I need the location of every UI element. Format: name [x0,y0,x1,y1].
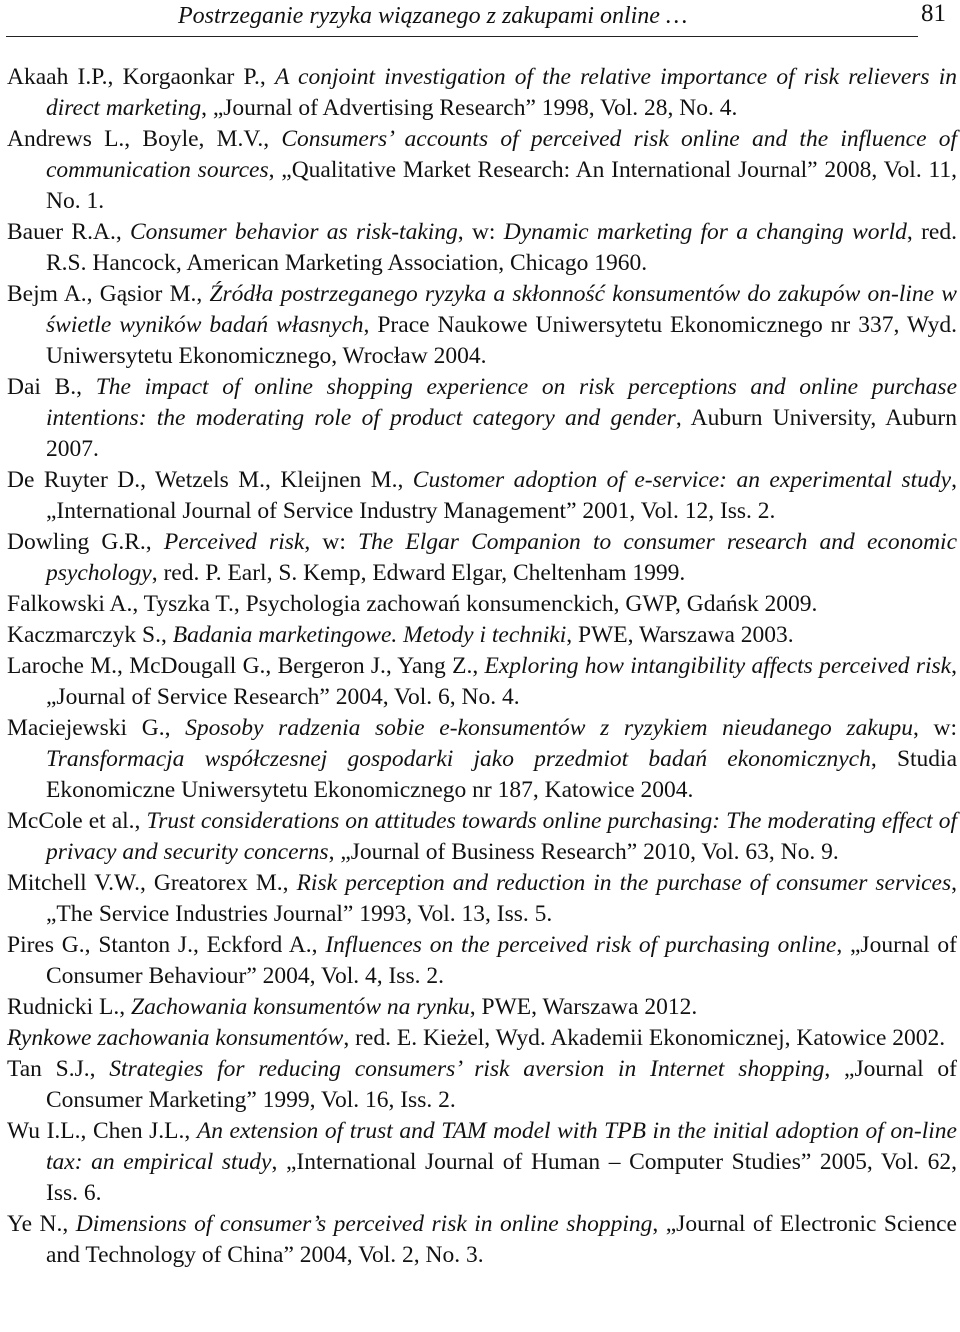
reference-title-italic: Perceived risk [163,529,305,555]
reference-title-italic: Consumers’ accounts of perceived risk online and the influence of communication sources [46,126,958,183]
reference-text: Falkowski A., Tyszka T., Psychologia zachowań konsumenckich, GWP, Gdańsk 2009. [7,591,818,617]
reference-text: Rudnicki L., [7,994,132,1020]
reference-text: , Studia Ekonomiczne Uniwersytetu Ekonomicznego nr 187, Katowice 2004. [46,746,957,803]
reference-title-italic: Consumer behavior as risk-taking [130,219,458,245]
reference-title-italic: The Elgar Companion to consumer research and economic psychology [46,529,957,586]
reference-title-italic: An extension of trust and TAM model with TPB in the initial adoption of on-line tax: an empirical study [46,1118,957,1175]
reference-text: Dai B., [7,374,96,400]
running-title: Postrzeganie ryzyka wiązanego z zakupami online … [178,3,688,29]
reference-text: , „Journal of Business Research” 2010, Vol. 63, No. 9. [328,839,839,865]
reference-text: Maciejewski G., [7,715,186,741]
reference-text: , „Journal of Service Research” 2004, Vol. 6, No. 4. [46,653,957,710]
reference-text: , red. P. Earl, S. Kemp, Edward Elgar, Cheltenham 1999. [151,560,686,586]
reference-title-italic: Strategies for reducing consumers’ risk aversion in Internet shopping [109,1056,825,1082]
reference-title-italic: Badania marketingowe. Metody i techniki [172,622,567,648]
reference-title-italic: Dynamic marketing for a changing world [503,219,907,245]
reference-title-italic: Exploring how intangibility affects perceived risk [484,653,952,679]
reference-entry [7,806,957,868]
reference-text: , red. E. Kieżel, Wyd. Akademii Ekonomicznej, Katowice 2002. [343,1025,946,1051]
reference-title-italic: Risk perception and reduction in the purchase of consumer services [296,870,952,896]
reference-text: Andrews L., Boyle, M.V., [7,126,282,152]
reference-entry [7,465,957,527]
reference-title-italic: Sposoby radzenia sobie e-konsumentów z ryzykiem nieudanego zakupu [185,715,913,741]
reference-entry [7,713,957,806]
reference-text: , red. R.S. Hancock, American Marketing Association, Chicago 1960. [46,219,957,276]
reference-entry [7,279,957,372]
reference-entry [7,868,957,930]
reference-entry [7,1054,957,1116]
reference-text: , w: [304,529,359,555]
reference-text: Bauer R.A., [7,219,130,245]
page-header [6,0,946,37]
reference-title-italic: Dimensions of consumer’s perceived risk in online shopping [75,1211,653,1237]
reference-entry [7,1116,957,1209]
reference-text: , w: [457,219,504,245]
reference-text: Laroche M., McDougall G., Bergeron J., Yang Z., [7,653,485,679]
reference-text: Mitchell V.W., Greatorex M., [7,870,297,896]
reference-text: , Auburn University, Auburn 2007. [46,405,957,462]
reference-title-italic: Rynkowe zachowania konsumentów [7,1025,344,1051]
reference-text: Pires G., Stanton J., Eckford A., [7,932,326,958]
reference-text: De Ruyter D., Wetzels M., Kleijnen M., [7,467,413,493]
reference-text: , PWE, Warszawa 2012. [469,994,698,1020]
reference-text: Bejm A., Gąsior M., [7,281,210,307]
reference-entry [7,527,957,589]
reference-text: , „Journal of Consumer Marketing” 1999, Vol. 16, Iss. 2. [46,1056,957,1113]
reference-title-italic: Influences on the perceived risk of purchasing online [325,932,837,958]
reference-title-italic: Customer adoption of e-service: an experimental study [412,467,952,493]
reference-entry [7,1209,957,1271]
reference-title-italic: Trust considerations on attitudes towards online purchasing: The moderating effect of privacy and security concerns [46,808,957,865]
reference-entry [7,124,957,217]
reference-entry [7,992,957,1023]
reference-text: Ye N., [7,1211,76,1237]
reference-list [7,62,957,1271]
page-number: 81 [921,0,946,27]
reference-entry [7,620,957,651]
reference-text: , „International Journal of Human – Computer Studies” 2005, Vol. 62, Iss. 6. [46,1149,957,1206]
reference-entry [7,372,957,465]
reference-text: , „Qualitative Market Research: An International Journal” 2008, Vol. 11, No. 1. [46,157,957,214]
reference-title-italic: Źródła postrzeganego ryzyka a skłonność konsumentów do zakupów on-line w świetle wyników badań własnych [46,281,957,338]
reference-title-italic: The impact of online shopping experience on risk perceptions and online purchase intentions: the moderating role of product category and gender [46,374,957,431]
reference-text: Wu I.L., Chen J.L., [7,1118,197,1144]
reference-text: , Prace Naukowe Uniwersytetu Ekonomicznego nr 337, Wyd. Uniwersytetu Ekonomicznego, Wrocław 2004. [46,312,957,369]
reference-entry [7,217,957,279]
reference-text: , „Journal of Electronic Science and Technology of China” 2004, Vol. 2, No. 3. [46,1211,957,1268]
reference-text: Kaczmarczyk S., [7,622,173,648]
reference-text: , „International Journal of Service Industry Management” 2001, Vol. 12, Iss. 2. [46,467,957,524]
reference-text: , „Journal of Consumer Behaviour” 2004, Vol. 4, Iss. 2. [46,932,957,989]
reference-text: , PWE, Warszawa 2003. [566,622,794,648]
reference-text: , „The Service Industries Journal” 1993, Vol. 13, Iss. 5. [46,870,957,927]
reference-text: McCole et al., [7,808,147,834]
reference-title-italic: Transformacja współczesnej gospodarki jako przedmiot badań ekonomicznych [46,746,871,772]
reference-text: , w: [912,715,958,741]
reference-entry [7,651,957,713]
reference-entry [7,930,957,992]
reference-entry [7,62,957,124]
reference-text: Dowling G.R., [7,529,164,555]
reference-title-italic: Zachowania konsumentów na rynku [131,994,470,1020]
reference-entry [7,589,957,620]
reference-title-italic: A conjoint investigation of the relative importance of risk relievers in direct marketing [46,64,957,121]
reference-text: Tan S.J., [7,1056,110,1082]
reference-text: Akaah I.P., Korgaonkar P., [7,64,275,90]
reference-text: , „Journal of Advertising Research” 1998, Vol. 28, No. 4. [201,95,738,121]
reference-entry [7,1023,957,1054]
